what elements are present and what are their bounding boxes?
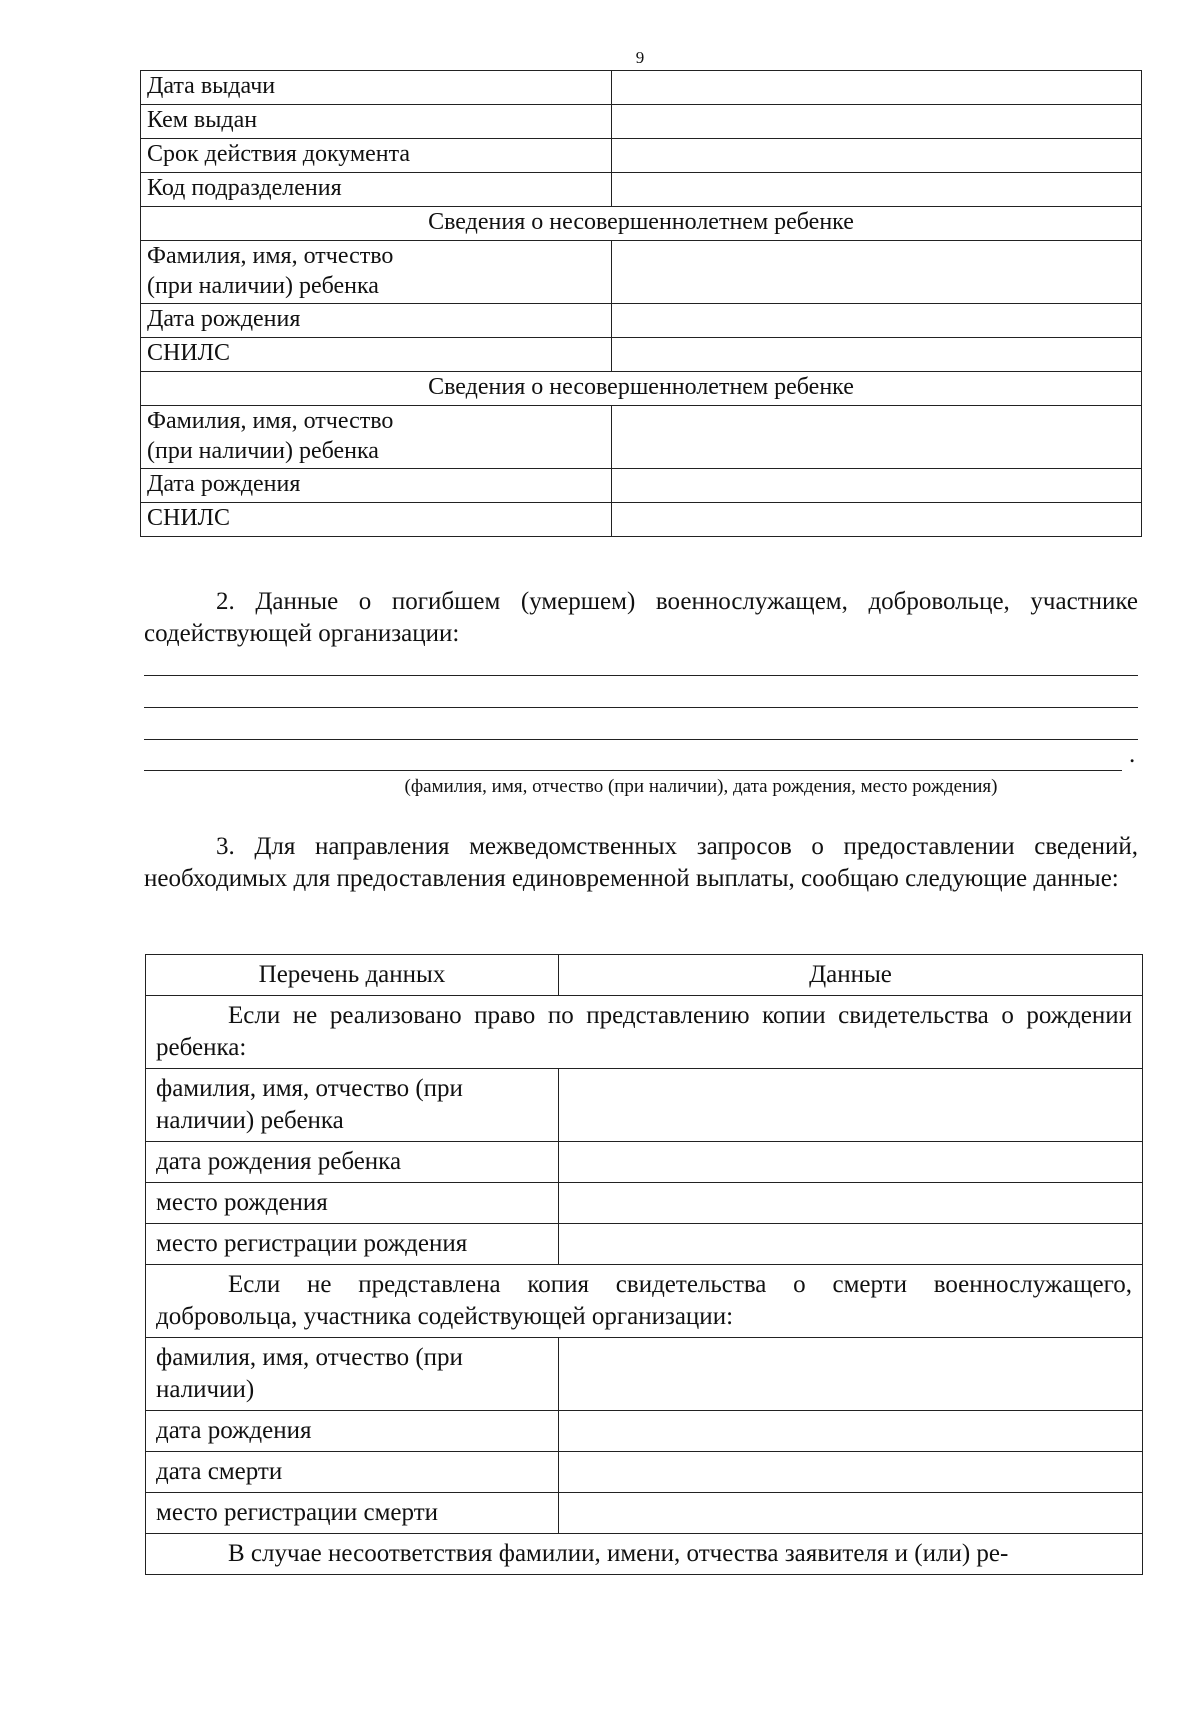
child-snils-label: СНИЛС <box>141 338 612 372</box>
section-3-paragraph: 3. Для направления межведомственных запросов о предоставлении сведений, необходимых для предоставления единовременной выплаты, сообщаю следующие данные: <box>144 833 1138 892</box>
child-name-label-line1: Фамилия, имя, отчество <box>147 243 394 269</box>
table-row <box>146 1411 1143 1452</box>
table-row <box>146 1534 1143 1575</box>
line-end-mark: . <box>1129 741 1136 768</box>
table-row <box>146 1265 1143 1338</box>
table-row <box>141 139 1142 173</box>
issued-by-label: Кем выдан <box>141 105 612 139</box>
child-snils-label: СНИЛС <box>141 503 612 537</box>
table-row <box>146 1224 1143 1265</box>
header-data-cell: Данные <box>559 955 1143 996</box>
child-birth-date-label: Дата рождения <box>141 304 612 338</box>
table-row <box>146 1493 1143 1534</box>
table-row <box>141 338 1142 372</box>
child-name-label <box>141 241 612 304</box>
child-birth-date-field[interactable] <box>612 304 1142 338</box>
table-row <box>146 996 1143 1069</box>
child-birth-date-field[interactable] <box>612 469 1142 503</box>
birth-place-field[interactable] <box>559 1183 1143 1224</box>
table-row <box>141 241 1142 304</box>
division-code-label: Код подразделения <box>141 173 612 207</box>
table-row <box>146 1452 1143 1493</box>
table-row <box>146 1338 1143 1411</box>
table-row <box>141 503 1142 537</box>
table-row <box>141 469 1142 503</box>
deceased-info-line[interactable] <box>144 675 1138 676</box>
deceased-info-line[interactable] <box>144 707 1138 708</box>
table-row <box>141 105 1142 139</box>
group-birth-heading: Если не реализовано право по представлению копии свидетельства о рождении ребенка: <box>146 996 1143 1069</box>
deceased-info-line[interactable] <box>144 739 1138 740</box>
child-birth-date-field[interactable] <box>559 1142 1143 1183</box>
child-name-label <box>141 406 612 469</box>
birth-registration-place-field[interactable] <box>559 1224 1143 1265</box>
child-name-label-line1: Фамилия, имя, отчество <box>147 408 394 434</box>
issue-date-label: Дата выдачи <box>141 71 612 105</box>
deceased-birth-date-label: дата рождения <box>146 1411 559 1452</box>
child-name-label-line2: (при наличии) ребенка <box>147 438 379 464</box>
death-registration-place-field[interactable] <box>559 1493 1143 1534</box>
page-number: 9 <box>635 48 645 67</box>
death-date-field[interactable] <box>559 1452 1143 1493</box>
validity-label: Срок действия документа <box>141 139 612 173</box>
birth-place-label: место рождения <box>146 1183 559 1224</box>
deceased-birth-date-field[interactable] <box>559 1411 1143 1452</box>
table-row <box>146 1183 1143 1224</box>
child-birth-date-label: дата рождения ребенка <box>146 1142 559 1183</box>
child-name-field[interactable] <box>559 1069 1143 1142</box>
header-list-cell: Перечень данных <box>146 955 559 996</box>
issue-date-field[interactable] <box>612 71 1142 105</box>
death-date-label: дата смерти <box>146 1452 559 1493</box>
table-row <box>141 71 1142 105</box>
validity-field[interactable] <box>612 139 1142 173</box>
applicant-document-table <box>140 70 1142 537</box>
birth-registration-place-label: место регистрации рождения <box>146 1224 559 1265</box>
child-snils-field[interactable] <box>612 338 1142 372</box>
child-name-field[interactable] <box>612 241 1142 304</box>
group-death-heading: Если не представлена копия свидетельства о смерти военнослужащего, добровольца, участника содействующей организации: <box>146 1265 1143 1338</box>
table-row <box>141 207 1142 241</box>
child-snils-field[interactable] <box>612 503 1142 537</box>
table-row <box>141 372 1142 406</box>
child-name-field[interactable] <box>612 406 1142 469</box>
deceased-info-line[interactable] <box>144 770 1122 771</box>
death-registration-place-label: место регистрации смерти <box>146 1493 559 1534</box>
table-row <box>141 304 1142 338</box>
table-row <box>146 955 1143 996</box>
group-mismatch-heading: В случае несоответствия фамилии, имени, отчества заявителя и (или) ре- <box>146 1534 1143 1575</box>
table-row <box>146 1069 1143 1142</box>
child-name-label: фамилия, имя, отчество (при наличии) ребенка <box>146 1069 559 1142</box>
table-row <box>141 406 1142 469</box>
child-name-label-line2: (при наличии) ребенка <box>147 273 379 299</box>
deceased-name-field[interactable] <box>559 1338 1143 1411</box>
child-birth-date-label: Дата рождения <box>141 469 612 503</box>
deceased-info-caption: (фамилия, имя, отчество (при наличии), дата рождения, место рождения) <box>404 776 998 797</box>
interagency-data-table <box>145 954 1143 1575</box>
deceased-name-label: фамилия, имя, отчество (при наличии) <box>146 1338 559 1411</box>
division-code-field[interactable] <box>612 173 1142 207</box>
table-row <box>141 173 1142 207</box>
issued-by-field[interactable] <box>612 105 1142 139</box>
section-2-paragraph: 2. Данные о погибшем (умершем) военнослужащем, добровольце, участнике содействующей организации: <box>144 588 1138 647</box>
table-row <box>146 1142 1143 1183</box>
child-section-heading: Сведения о несовершеннолетнем ребенке <box>141 207 1142 241</box>
child-section-heading: Сведения о несовершеннолетнем ребенке <box>141 372 1142 406</box>
